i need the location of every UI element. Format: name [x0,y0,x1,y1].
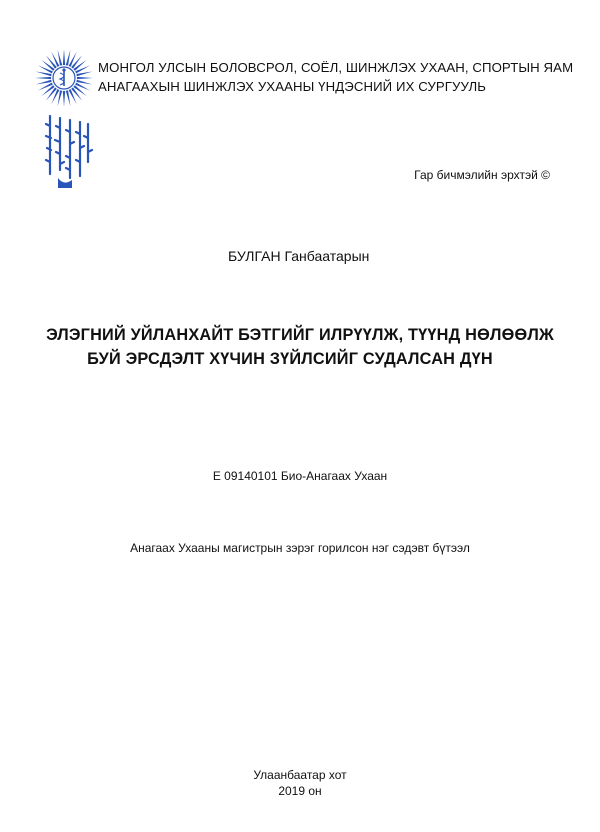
logo-ray [58,90,63,106]
logo-ray [76,80,92,85]
logo-ray [58,50,63,66]
logo-ray [71,55,82,68]
logo-ray [46,55,57,68]
logo-ray [41,85,54,96]
manuscript-rights-note: Гар бичмэлийн эрхтэй © [414,168,550,182]
city: Улаанбаатар хот [253,768,347,782]
logo-ray [71,87,82,100]
logo-ray [36,80,52,85]
logo-ray [63,49,65,65]
program-code: E 09140101 Био-Анагаах Ухаан [212,469,388,483]
logo-ray [41,60,54,71]
year: 2019 он [278,784,322,798]
logo-ray [73,85,86,96]
logo-ray [46,87,57,100]
ministry-name: МОНГОЛ УЛСЫН БОЛОВСРОЛ, СОЁЛ, ШИНЖЛЭХ УХААН, СПОРТЫН ЯАМ [98,60,574,75]
logo-ray [36,72,52,77]
author-name: БУЛГАН Ганбаатарын [228,248,370,264]
logo-ray [77,77,93,79]
university-name: АНАГААХЫН ШИНЖЛЭХ УХААНЫ ҮНДЭСНИЙ ИХ СУРГУУЛЬ [98,79,487,94]
logo-ray [73,60,86,71]
thesis-title-line-1: ЭЛЭГНИЙ УЙЛАНХАЙТ БЭТГИЙГ ИЛРҮҮЛЖ, ТҮҮНД НӨЛӨӨЛЖ [46,326,554,344]
degree-description: Анагаах Ухааны магистрын зэрэг горилсон нэг сэдэвт бүтээл [130,541,470,555]
logo-ray [66,50,71,66]
logo-ray [66,90,71,106]
mongolian-script-emblem-icon [38,112,96,192]
university-logo-icon [34,48,94,108]
logo-ray [76,72,92,77]
thesis-title-line-2: БУЙ ЭРСДЭЛТ ХҮЧИН ЗҮЙЛСИЙГ СУДАЛСАН ДҮН [87,350,493,368]
logo-ray [63,91,65,107]
logo-ray [35,77,51,79]
